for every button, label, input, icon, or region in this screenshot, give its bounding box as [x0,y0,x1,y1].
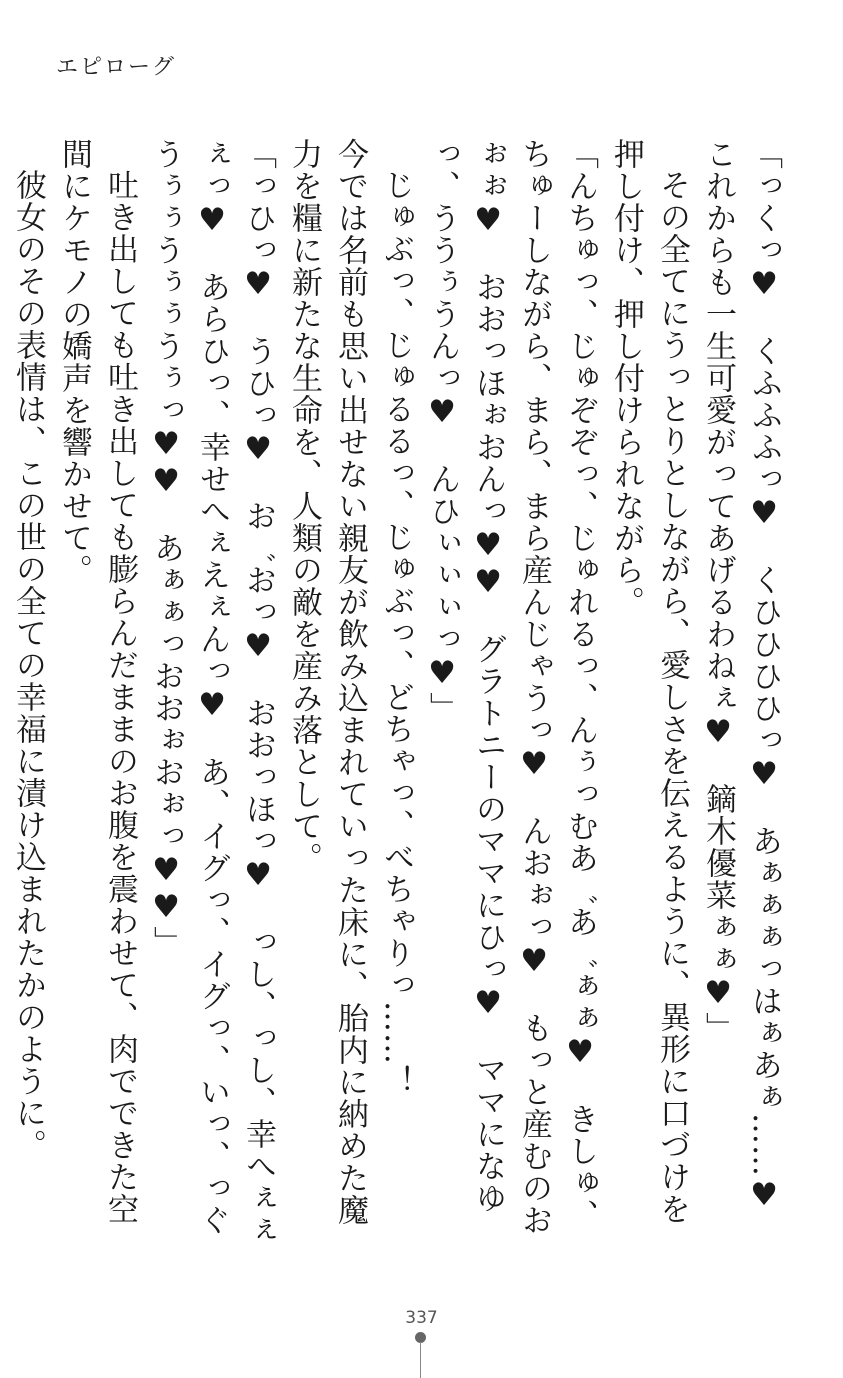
paragraph: 今では名前も思い出せない親友が飲み込まれていった床に、胎内に納めた魔力を糧に新たな生命を、人類の敵を産み落として。 [286,138,368,1226]
paragraph: 「っくっ♥ くふふふっ♥ くひひひひっ♥ あぁぁぁっはぁあぁ……♥ これからも一生可愛がってあげるわねぇ♥ 鏑木優菜ぁぁ♥」 [700,138,782,1246]
paragraph: その全てにうっとりとしながら、愛しさを伝えるように、異形に口づけを押し付け、押し付けられながら。 [608,138,690,1225]
running-head: エピローグ [56,55,177,80]
paragraph: じゅぶっ、じゅるるっ、じゅぶっ、どちゃっ、べちゃりっ……！ [378,169,414,1097]
paragraph: 「んちゅっ、じゅぞぞっ、じゅれるっ、んぅっむあ゛あ゛ぁぁ♥ きしゅ、ちゅーしながら、まら、まら産んじゃうっ♥ んおぉっ♥ もっと産むのおぉぉ♥ おおっほぉおんっ♥♥ グラトニーのママにひっ♥ ママになゆっ、ううぅうんっ♥ んひぃぃぃっ♥」 [424,138,598,1236]
page-body [10,138,787,1248]
paragraph: 吐き出しても吐き出しても膨らんだままのお腹を震わせて、肉でできた空間にケモノの嬌声を響かせて。 [56,138,138,1225]
paragraph: 彼女のその表情は、この世の全ての幸福に漬け込まれたかのように。 [10,169,46,1161]
page-number: 337 [405,1308,438,1328]
paragraph: 「っひっ♥ うひっ♥ お゛おっ♥ おおっほっ♥ っし、っし、幸へぇぇぇっ♥ あらひっ、幸せへぇえぇんっ♥ あ、イグっ、イグっ、いっ、っぐうぅぅうぅぅうぅっ♥♥ あぁぁっおおぉおぉっ♥♥」 [148,138,276,1246]
folio-line-ornament [420,1342,421,1378]
